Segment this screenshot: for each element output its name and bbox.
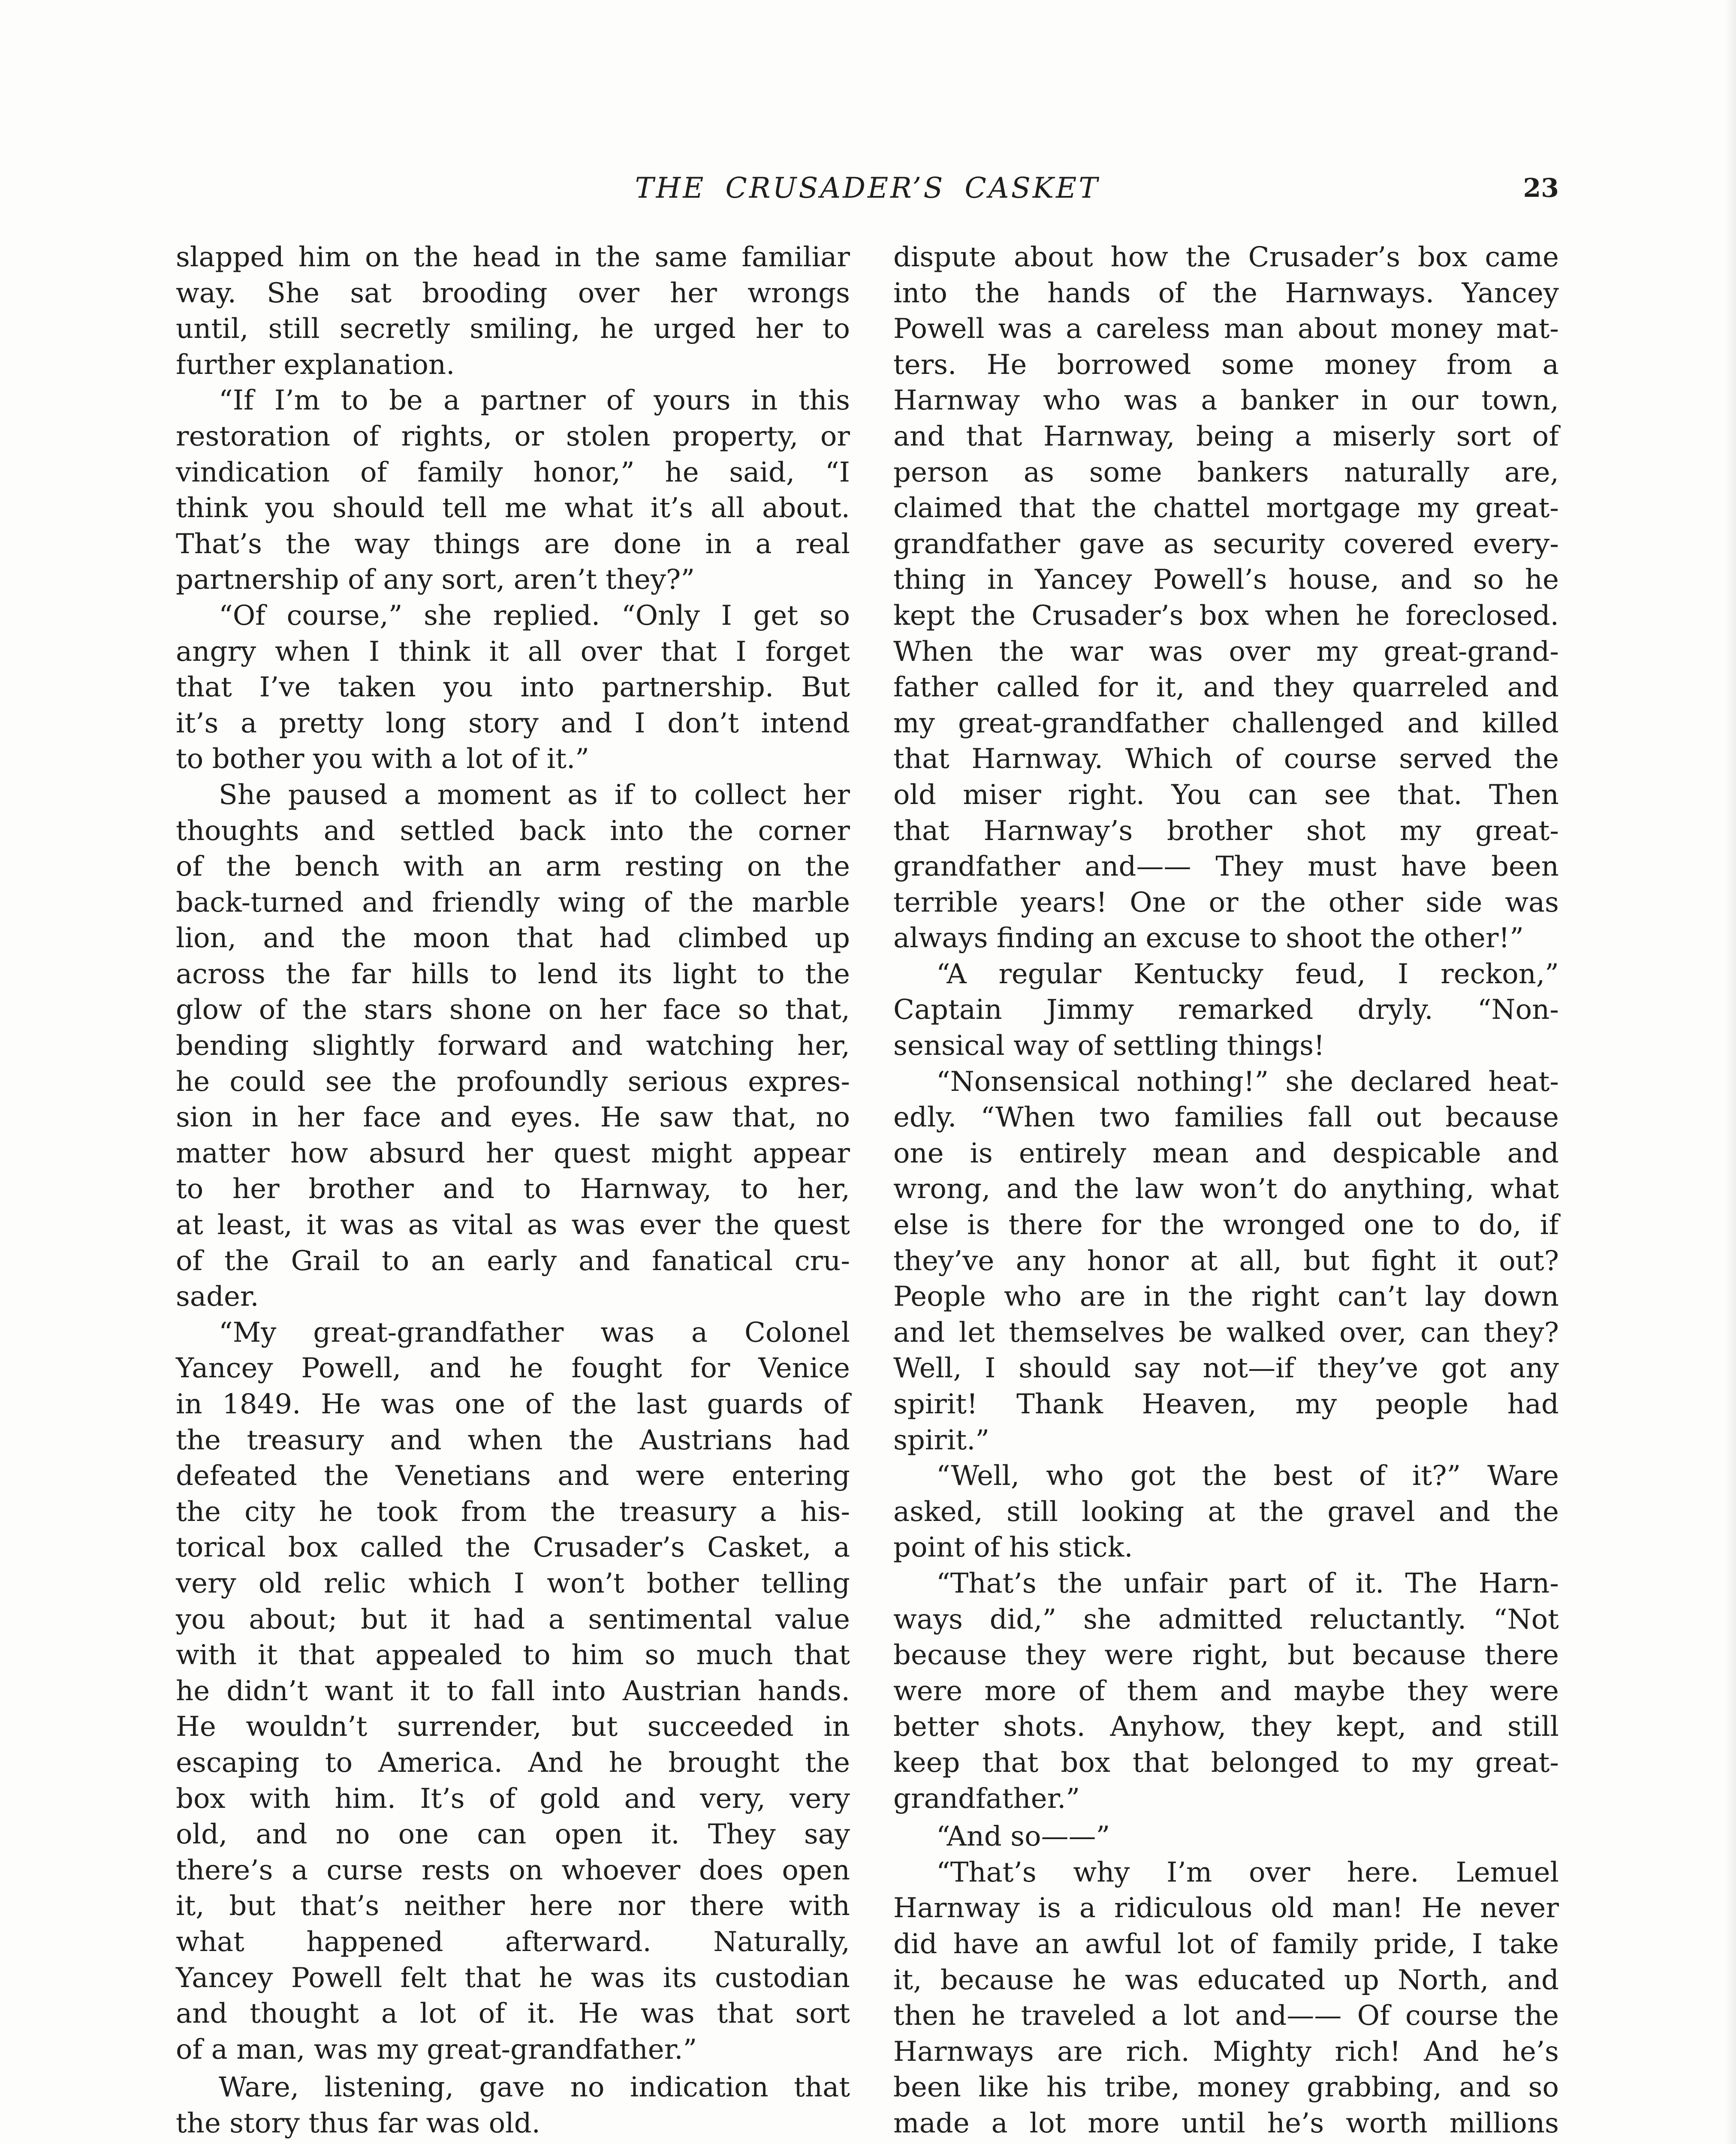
text-line: thing in Yancey Powell’s house, and so he bbox=[893, 564, 1559, 596]
text-line: restoration of rights, or stolen property, or bbox=[176, 420, 850, 452]
text-line: there’s a curse rests on whoever does open bbox=[176, 1854, 850, 1886]
text-line: the story thus far was old. bbox=[176, 2107, 540, 2139]
text-line: Harnways are rich. Mighty rich! And he’s bbox=[893, 2036, 1559, 2068]
text-line: been like his tribe, money grabbing, and so bbox=[893, 2072, 1559, 2104]
text-line: wrong, and the law won’t do anything, what bbox=[893, 1173, 1559, 1205]
text-line: that Harnway’s brother shot my great- bbox=[893, 815, 1559, 847]
text-line: “A regular Kentucky feud, I reckon,” bbox=[936, 958, 1559, 990]
text-line: did have an awful lot of family pride, I take bbox=[893, 1928, 1559, 1960]
text-line: and thought a lot of it. He was that sort bbox=[176, 1998, 850, 2030]
text-line: better shots. Anyhow, they kept, and still bbox=[893, 1711, 1559, 1743]
page-number: 23 bbox=[1523, 173, 1559, 203]
text-line: one is entirely mean and despicable and bbox=[893, 1137, 1559, 1169]
text-line: sion in her face and eyes. He saw that, no bbox=[176, 1102, 850, 1134]
paragraph bbox=[176, 598, 850, 777]
right-column bbox=[893, 240, 1559, 2144]
text-line: because they were right, but because there bbox=[893, 1639, 1559, 1671]
text-line: “If I’m to be a partner of yours in this bbox=[219, 385, 850, 417]
text-line: “Nonsensical nothing!” she declared heat- bbox=[936, 1066, 1559, 1098]
text-line: and let themselves be walked over, can they? bbox=[893, 1316, 1559, 1349]
paragraph bbox=[176, 240, 850, 383]
text-line: edly. “When two families fall out because bbox=[893, 1102, 1559, 1134]
text-line: of the Grail to an early and fanatical cru- bbox=[176, 1245, 850, 1277]
text-line: then he traveled a lot and—— Of course the bbox=[893, 2000, 1559, 2032]
text-line bbox=[893, 2141, 1559, 2144]
text-line: what happened afterward. Naturally, bbox=[176, 1926, 850, 1958]
paragraph bbox=[176, 2070, 850, 2141]
text-line: were more of them and maybe they were bbox=[893, 1675, 1559, 1707]
text-line: sensical way of settling things! bbox=[893, 1030, 1325, 1062]
text-line: to bother you with a lot of it.” bbox=[176, 743, 589, 775]
text-line: Well, I should say not—if they’ve got any bbox=[893, 1352, 1559, 1385]
text-line: always finding an excuse to shoot the other!” bbox=[893, 922, 1524, 955]
text-line: until, still secretly smiling, he urged her to bbox=[176, 313, 850, 345]
text-line: partnership of any sort, aren’t they?” bbox=[176, 564, 695, 596]
text-line: spirit.” bbox=[893, 1424, 990, 1456]
paragraph bbox=[893, 1064, 1559, 1459]
text-line: my great-grandfather challenged and killed bbox=[893, 707, 1559, 739]
paragraph bbox=[893, 957, 1559, 1064]
text-line: it, because he was educated up North, and bbox=[893, 1964, 1559, 1996]
text-line: He wouldn’t surrender, but succeeded in bbox=[176, 1711, 850, 1743]
text-line: claimed that the chattel mortgage my great- bbox=[893, 492, 1559, 524]
paragraph bbox=[176, 383, 850, 598]
text-line: keep that box that belonged to my great- bbox=[893, 1747, 1559, 1779]
text-line: he could see the profoundly serious expres- bbox=[176, 1066, 850, 1098]
text-line: that Harnway. Which of course served the bbox=[893, 743, 1559, 775]
text-line: matter how absurd her quest might appear bbox=[176, 1137, 850, 1169]
text-line: She paused a moment as if to collect her bbox=[219, 779, 850, 811]
text-line: ters. He borrowed some money from a bbox=[893, 349, 1559, 381]
text-line: father called for it, and they quarreled and bbox=[893, 672, 1559, 704]
text-line: the city he took from the treasury a his- bbox=[176, 1496, 850, 1528]
text-line: to her brother and to Harnway, to her, bbox=[176, 1173, 850, 1205]
text-line: think you should tell me what it’s all about. bbox=[176, 492, 850, 524]
text-line: escaping to America. And he brought the bbox=[176, 1747, 850, 1779]
text-line: you about; but it had a sentimental value bbox=[176, 1603, 850, 1635]
text-line: kept the Crusader’s box when he foreclosed. bbox=[893, 599, 1559, 632]
text-line: glow of the stars shone on her face so that, bbox=[176, 994, 850, 1026]
text-line: ways did,” she admitted reluctantly. “Not bbox=[893, 1603, 1559, 1635]
text-line: “That’s the unfair part of it. The Harn- bbox=[936, 1567, 1559, 1599]
text-line: angry when I think it all over that I forget bbox=[176, 635, 850, 668]
paragraph bbox=[893, 1855, 1559, 2144]
paragraph bbox=[176, 1315, 850, 2068]
text-line: of a man, was my great-grandfather.” bbox=[176, 2033, 697, 2066]
text-line: lion, and the moon that had climbed up bbox=[176, 922, 850, 955]
running-title: THE CRUSADER’S CASKET bbox=[635, 172, 1100, 205]
text-line: it’s a pretty long story and I don’t intend bbox=[176, 707, 850, 739]
text-line: defeated the Venetians and were entering bbox=[176, 1460, 850, 1492]
text-line: back-turned and friendly wing of the marble bbox=[176, 886, 850, 918]
text-line: Yancey Powell, and he fought for Venice bbox=[176, 1352, 850, 1385]
text-line: it, but that’s neither here nor there with bbox=[176, 1890, 850, 1922]
text-line: that I’ve taken you into partnership. But bbox=[176, 672, 850, 704]
text-line: in 1849. He was one of the last guards of bbox=[176, 1388, 850, 1420]
text-line: “Well, who got the best of it?” Ware bbox=[936, 1460, 1559, 1492]
text-line: with it that appealed to him so much that bbox=[176, 1639, 850, 1671]
text-line: dispute about how the Crusader’s box came bbox=[893, 241, 1559, 273]
text-line: grandfather and—— They must have been bbox=[893, 851, 1559, 883]
text-line: “And so——” bbox=[936, 1821, 1110, 1853]
text-line: point of his stick. bbox=[893, 1532, 1133, 1564]
text-line: bending slightly forward and watching her, bbox=[176, 1030, 850, 1062]
text-line: way. She sat brooding over her wrongs bbox=[176, 277, 850, 309]
text-line: People who are in the right can’t lay down bbox=[893, 1281, 1559, 1313]
text-line: he didn’t want it to fall into Austrian hands. bbox=[176, 1675, 850, 1707]
text-line: old miser right. You can see that. Then bbox=[893, 779, 1559, 811]
text-line: box with him. It’s of gold and very, very bbox=[176, 1783, 850, 1815]
text-line: thoughts and settled back into the corner bbox=[176, 815, 850, 847]
text-line: Yancey Powell felt that he was its custodian bbox=[176, 1962, 850, 1994]
text-line: made a lot more until he’s worth millions bbox=[893, 2107, 1559, 2139]
text-line: person as some bankers naturally are, bbox=[893, 456, 1559, 488]
text-line: “Of course,” she replied. “Only I get so bbox=[219, 599, 850, 632]
text-line: very old relic which I won’t bother telling bbox=[176, 1567, 850, 1599]
text-line: across the far hills to lend its light to the bbox=[176, 958, 850, 990]
text-line: and that Harnway, being a miserly sort of bbox=[893, 420, 1559, 452]
text-line: Ware, listening, gave no indication that bbox=[219, 2072, 850, 2104]
text-line: terrible years! One or the other side was bbox=[893, 886, 1559, 918]
paragraph bbox=[893, 1566, 1559, 1817]
text-line: slapped him on the head in the same familiar bbox=[176, 241, 850, 273]
text-line: further explanation. bbox=[176, 349, 455, 381]
text-line: grandfather gave as security covered every- bbox=[893, 528, 1559, 560]
paragraph bbox=[176, 777, 850, 1315]
paragraph bbox=[893, 1819, 1559, 1855]
paragraph bbox=[893, 240, 1559, 957]
text-line: grandfather.” bbox=[893, 1783, 1080, 1815]
text-line: Harnway is a ridiculous old man! He never bbox=[893, 1892, 1559, 1924]
text-line: torical box called the Crusader’s Casket, a bbox=[176, 1532, 850, 1564]
text-line: vindication of family honor,” he said, “I bbox=[176, 456, 850, 488]
text-line: they’ve any honor at all, but fight it out? bbox=[893, 1245, 1559, 1277]
text-line: That’s the way things are done in a real bbox=[176, 528, 850, 560]
text-line: asked, still looking at the gravel and the bbox=[893, 1496, 1559, 1528]
page-header bbox=[176, 167, 1559, 210]
text-line: When the war was over my great-grand- bbox=[893, 635, 1559, 668]
text-line: of the bench with an arm resting on the bbox=[176, 851, 850, 883]
left-column bbox=[176, 240, 850, 2144]
text-line: “My great-grandfather was a Colonel bbox=[219, 1316, 850, 1349]
text-line: sader. bbox=[176, 1281, 259, 1313]
text-line: spirit! Thank Heaven, my people had bbox=[893, 1388, 1559, 1420]
text-line: at least, it was as vital as was ever the quest bbox=[176, 1209, 850, 1241]
text-line: “That’s why I’m over here. Lemuel bbox=[936, 1856, 1559, 1888]
page-edge-shadow bbox=[1725, 0, 1736, 2144]
text-line: Harnway who was a banker in our town, bbox=[893, 385, 1559, 417]
text-line: into the hands of the Harnways. Yancey bbox=[893, 277, 1559, 309]
paragraph bbox=[893, 1458, 1559, 1566]
text-line: old, and no one can open it. They say bbox=[176, 1819, 850, 1851]
text-line: else is there for the wronged one to do, if bbox=[893, 1209, 1559, 1241]
text-line: the treasury and when the Austrians had bbox=[176, 1424, 850, 1456]
text-line: Captain Jimmy remarked dryly. “Non- bbox=[893, 994, 1559, 1026]
text-line: Powell was a careless man about money mat- bbox=[893, 313, 1559, 345]
